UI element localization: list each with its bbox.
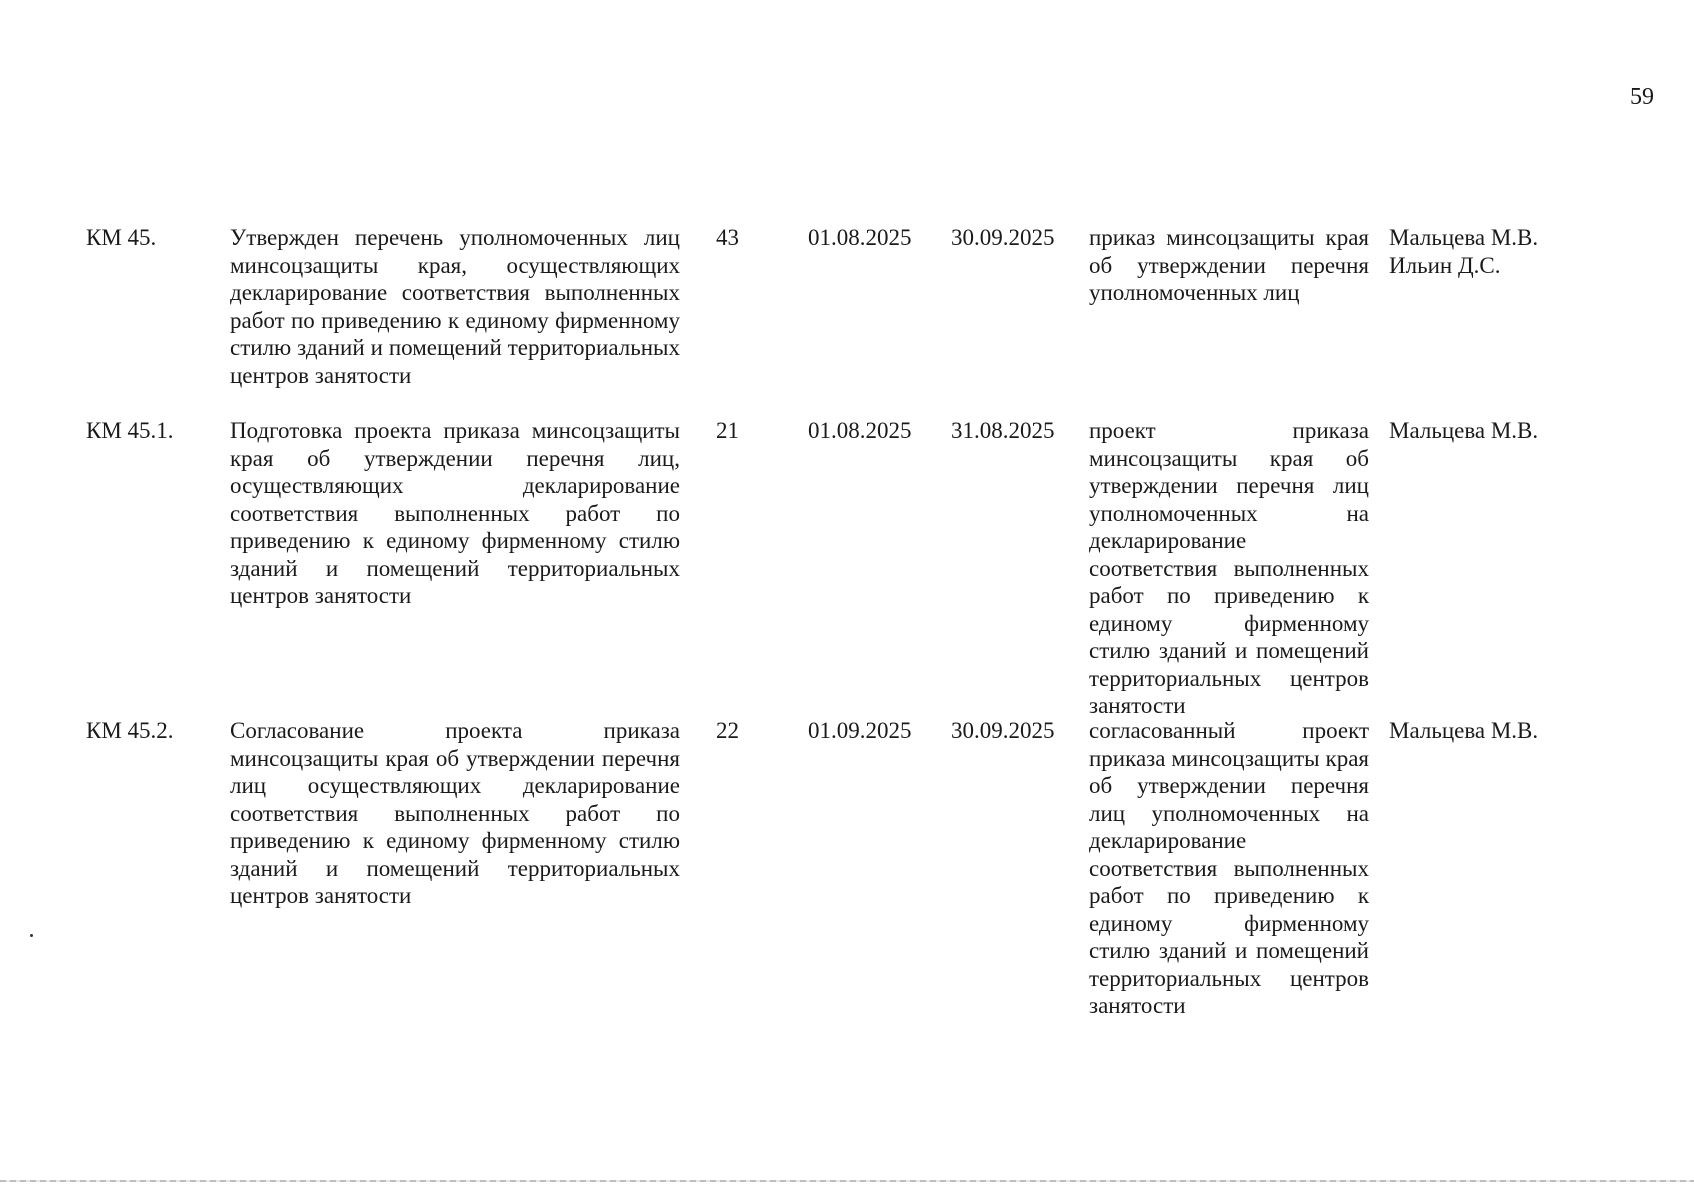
responsible-person: Мальцева М.В. (1389, 718, 1539, 743)
milestone-start-date: 01.08.2025 (808, 418, 912, 443)
milestone-end-date: 30.09.2025 (951, 718, 1055, 743)
milestone-code: КМ 45. (86, 225, 157, 250)
milestone-description: Согласование проекта приказа минсоцзащиты края об утверждении перечня лиц осуществляющих декларирование соответствия выполненных работ по приведению к единому фирменному стилю зданий и помещений территориальных центров занятости (230, 718, 680, 908)
responsible-person: Мальцева М.В. (1389, 418, 1539, 443)
milestone-start-date: 01.08.2025 (808, 225, 912, 250)
milestone-code: КМ 45.2. (86, 718, 174, 743)
milestone-duration: 22 (716, 718, 739, 743)
milestone-description: Утвержден перечень уполномоченных лиц минсоцзащиты края, осуществляющих декларирование соответствия выполненных работ по приведению к единому фирменному стилю зданий и помещений территориальных центров занятости (230, 225, 680, 388)
milestone-result: проект приказа минсоцзащиты края об утверждении перечня лиц уполномоченных на декларирование соответствия выполненных работ по приведению к единому фирменному стилю зданий и помещений территориальных центров занятости (1089, 418, 1369, 718)
milestone-duration: 43 (716, 225, 739, 250)
milestone-end-date: 31.08.2025 (951, 418, 1055, 443)
milestone-result: приказ минсоцзащиты края об утверждении перечня уполномоченных лиц (1089, 225, 1369, 305)
milestone-result: согласованный проект приказа минсоцзащиты края об утверждении перечня лиц уполномоченных на декларирование соответствия выполненных работ по приведению к единому фирменному стилю зданий и помещений территориальных центров занятости (1089, 718, 1369, 1018)
responsible-person: Ильин Д.С. (1389, 252, 1501, 278)
page-number: 59 (1630, 84, 1654, 110)
scan-edge-line (0, 1180, 1694, 1182)
milestone-code: КМ 45.1. (86, 418, 174, 443)
milestone-responsible (1389, 417, 1679, 445)
milestone-responsible (1389, 717, 1679, 745)
scan-speck (30, 934, 33, 937)
milestone-start-date: 01.09.2025 (808, 718, 912, 743)
milestone-description: Подготовка проекта приказа минсоцзащиты края об утверждении перечня лиц, осуществляющих декларирование соответствия выполненных работ по приведению к единому фирменному стилю зданий и помещений территориальных центров занятости (230, 418, 680, 608)
milestone-end-date: 30.09.2025 (951, 225, 1055, 250)
responsible-person: Мальцева М.В. (1389, 225, 1539, 250)
milestone-responsible (1389, 224, 1679, 279)
milestone-duration: 21 (716, 418, 739, 443)
